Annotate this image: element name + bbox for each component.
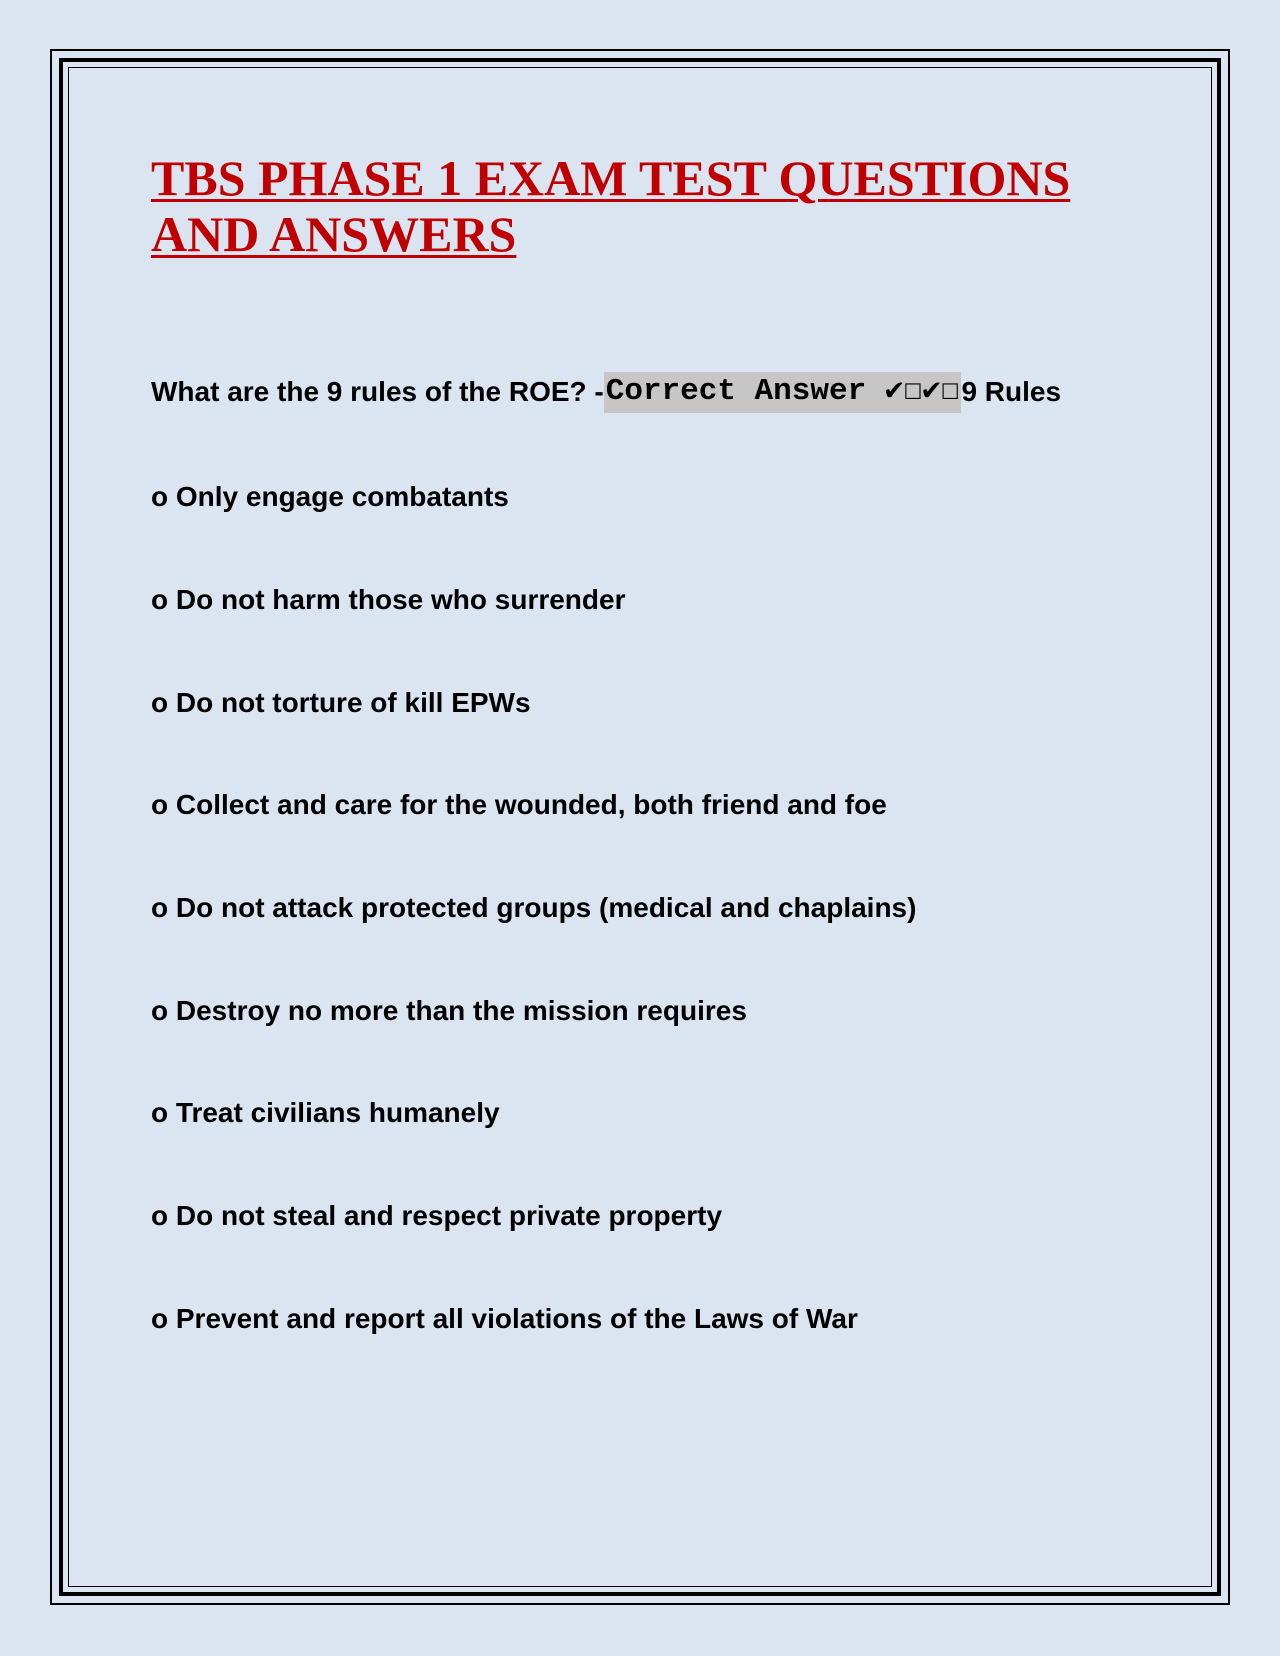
rule-item-9: o Prevent and report all violations of the Laws of War bbox=[151, 1303, 858, 1334]
answer-text: 9 Rules bbox=[961, 376, 1062, 407]
rule-item-5: o Do not attack protected groups (medical and chaplains) bbox=[151, 892, 917, 923]
rule-item-8: o Do not steal and respect private property bbox=[151, 1200, 723, 1231]
correct-answer-label: Correct Answer ✔☐✔☐ bbox=[604, 372, 962, 413]
page-border-inner bbox=[68, 67, 1212, 1587]
rule-item-4: o Collect and care for the wounded, both friend and foe bbox=[151, 789, 887, 820]
rule-item-1: o Only engage combatants bbox=[151, 481, 509, 512]
document-title: TBS PHASE 1 EXAM TEST QUESTIONS AND ANSWERS bbox=[151, 150, 1071, 262]
question-text: What are the 9 rules of the ROE? - bbox=[151, 376, 604, 407]
rule-item-6: o Destroy no more than the mission requires bbox=[151, 995, 747, 1026]
rule-item-7: o Treat civilians humanely bbox=[151, 1097, 500, 1128]
rule-item-3: o Do not torture of kill EPWs bbox=[151, 687, 531, 718]
rule-item-2: o Do not harm those who surrender bbox=[151, 584, 626, 615]
question-line bbox=[151, 372, 1061, 412]
